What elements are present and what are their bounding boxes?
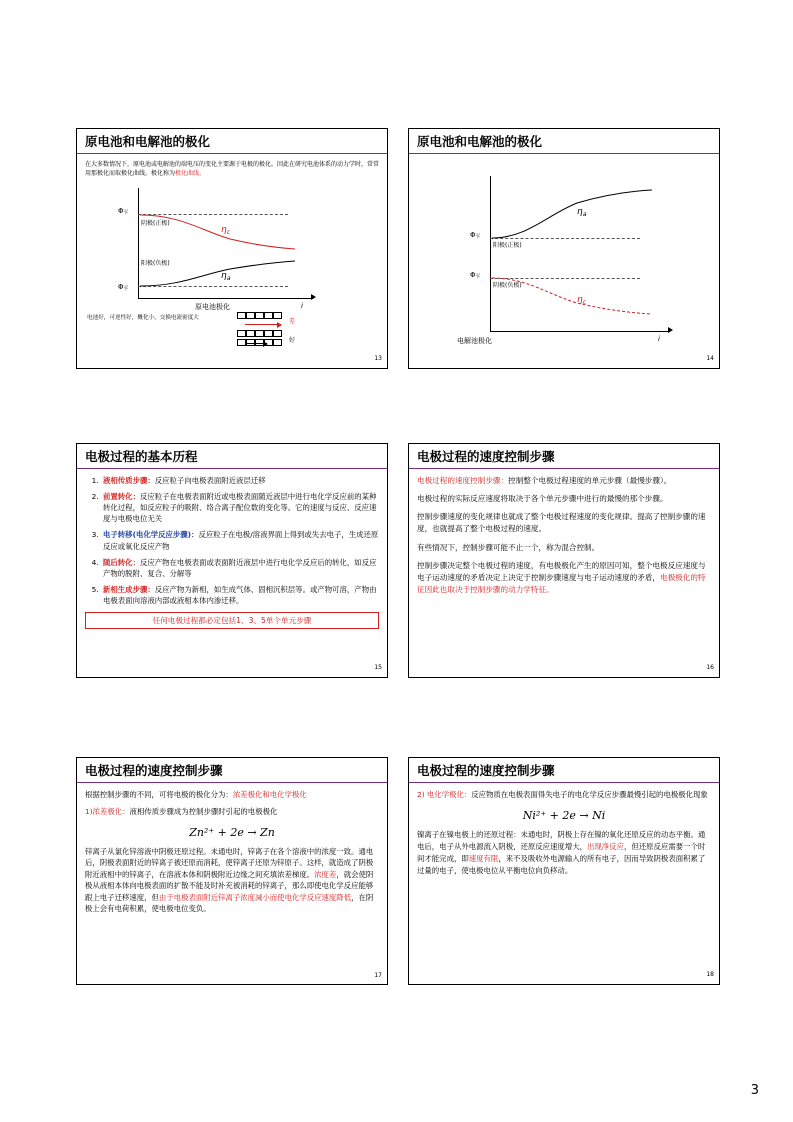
slide-16-number: 16 [706,664,714,672]
slide-13-anode-curve [85,182,315,312]
slide-13-caption: 原电池极化 [195,303,230,311]
slide-13-axis-i: i [301,302,303,310]
slide-13-chart [85,182,379,312]
slide-14-title: 原电池和电解池的极化 [409,129,719,154]
step-3-text: 反应粒子在电极/溶液界面上得到或失去电子，生成还原反应或氧化反应产物 [103,530,379,551]
slide-18-item-2: 2) 电化学极化：反应物质在电极表面得失电子的电化学反应步骤最慢引起的电极极化现象 [417,790,708,799]
slide-18-title: 电极过程的速度控制步骤 [409,758,719,783]
slide-13-arrow-black [245,343,267,344]
step-4-lead: 随后转化： [103,557,140,567]
slide-14-cathode-curve [417,170,677,350]
slide-14 [408,128,720,369]
list-item [101,491,379,524]
slide-16-para-3: 控制步骤速度的变化规律也就成了整个电极过程速度的变化规律。提高了控制步骤的速度，也就提高了整个电极过程的速度。 [417,512,706,534]
slide-13-phi-top: $\Phi_平$ [118,207,129,217]
slide-15-summary-box: 任何电极过程都必定包括1、3、5单个单元步骤 [85,612,379,629]
slide-13-intro-red: 极化曲线。 [175,170,206,177]
step-5-text: 反应产物为新相，如生成气体、固相沉积层等。或产物可溶，产物由电极表面向溶液内部或液相本体内渗迁移。 [103,584,377,605]
slide-14-number: 14 [706,355,714,363]
slide-16-body [409,469,719,676]
slide-13-intro: 在大多数情况下，原电池或电解池的端电压的变化主要源于电极的极化。因此在研究电池体系的动力学时，常常用那极化而取极化曲线。极化称为极化曲线。 [85,161,380,177]
slide-18 [408,757,720,985]
page-number: 3 [750,1083,759,1098]
slide-14-eta-a: $\eta_a$ [577,207,587,218]
slide-18-formula: Ni²⁺ + 2e → Ni [522,808,606,822]
slide-13-body [77,154,387,367]
step-3-lead: 电子转移(电化学反应步骤)： [103,530,199,540]
slide-17-number: 17 [374,971,382,979]
slide-16-title: 电极过程的速度控制步骤 [409,444,719,469]
slide-18-body [409,783,719,983]
slide-17 [76,757,388,985]
slide-17-para-2: 锌离子从氯化锌溶液中阴极还原过程。未通电时，锌离子在各个溶液中的浓度一致。通电后，阴极表面附近的锌离子被还原而消耗，使锌离子还原为锌原子。这样，就造成了阴极附近液相中的锌离子，在溶液本体和阴极附近边缘之间充填浓差梯度。浓度差，就会使阴极从液相本体向电极表面的扩散不能及时补充被消耗的锌离子，那么即使电化学反应能够跟上电子迁移速度，但由于电极表面附近锌离子浓度减小而使电化学反应速度降低，在阴极上会有电荷积累，使电极电位变负。 [85,846,374,914]
slide-17-para-1: 根据控制步骤的不同，可将电极的极化分为：浓差极化和电化学极化 [85,790,307,799]
slide-14-eta-c: $\eta_c$ [577,295,587,306]
slide-13-label-bad: 差 [289,318,296,325]
slide-13-cells-top [237,312,282,319]
step-2-text: 反应粒子在电极表面附近或电极表面随近液层中进行电化学反应前的某种转化过程，如反应粒子的吸附、络合离子配位数的变化等。它的速度与反应、反应速度与电极电位无关 [103,492,377,524]
slide-13-eta-c: $\eta_c$ [221,225,231,236]
step-1-lead: 液相传质步骤： [103,476,155,485]
slide-17-formula: Zn²⁺ + 2e → Zn [189,825,275,839]
slide-17-item-1: 1)浓差极化：液相传质步骤成为控制步骤时引起的电极极化 [85,807,278,817]
step-5-lead: 新相生成步骤： [103,584,155,594]
list-item [101,529,379,551]
list-item [101,584,379,606]
slide-13-cells-mid [237,330,282,337]
slide-15-title: 电极过程的基本历程 [77,444,387,469]
slide-14-caption: 电解池极化 [457,337,492,345]
slide-14-phi-bottom: $\Phi_平$ [470,271,481,281]
slide-15-number: 15 [374,664,382,672]
slide-14-chart [417,170,711,350]
slide-15-steps [85,475,379,606]
slide-15 [76,443,388,678]
slide-13-anode-label: 阳极(负极) [141,260,170,267]
step-2-lead: 前置转化： [103,492,140,502]
slide-13-phi-bottom: $\Phi_平$ [118,283,129,293]
list-item [101,475,379,486]
slide-13-title: 原电池和电解池的极化 [77,129,387,154]
list-item [101,557,379,579]
slide-18-number: 18 [706,971,714,979]
slide-16-para-4: 有些情况下，控制步骤可能不止一个，称为混合控制。 [417,542,600,552]
slide-14-axis-i: i [658,335,660,343]
slide-13-footer [85,312,379,358]
slide-15-body [77,469,387,676]
step-4-text: 反应产物在电极表面或表面附近液层中进行电化学反应后的转化，如反应产物的脱附、复合、分解等 [103,557,377,578]
slide-14-anode-label: 阴极(负极) [493,282,522,289]
slide-16 [408,443,720,678]
slide-13-arrow-red [245,324,281,325]
slide-13-label-good: 好 [289,337,296,344]
slide-13-eta-a: $\eta_a$ [221,271,231,282]
slide-17-body [77,783,387,983]
slide-16-para-1: 电极过程的速度控制步骤：控制整个电极过程速度的单元步骤（最慢步骤）。 [417,476,672,485]
slide-16-para-5: 控制步骤决定整个电极过程的速度，有电极极化产生的原因可知，整个电极反应速度与电子运动速度的矛盾决定上决定于控制步骤速度与电子运动速度的矛盾，电极极化的特征因此也取决于控制步骤的动力学特征。 [417,560,706,594]
slide-17-title: 电极过程的速度控制步骤 [77,758,387,783]
step-1-text: 反应粒子向电极表面附近液层迁移 [154,476,266,485]
slide-16-para-2: 电极过程的实际反应速度将取决于各个单元步骤中进行的最慢的那个步骤。 [417,494,668,504]
slide-18-para: 镍离子在镍电极上的还原过程：未通电时，阴极上存在镍的氧化还原反应的动态平衡。通电后，电子从外电源流入阴极，还原反应速度增大，出现净反应，但还原反应需要一个时间才能完成，即速度有限，来不及吸收外电源输入的所有电子，因而导致阴极表面积累了过量的电子，使电极电位从平衡电位向负移动。 [417,830,706,875]
slide-14-cathode-label: 阳极(正极) [493,242,522,249]
slide-13-number: 13 [374,355,382,363]
slide-13-cathode-label: 阴极(正极) [141,220,170,227]
slide-13 [76,128,388,369]
slide-14-body [409,154,719,367]
slide-13-footnote: 电池好，可逆性好，概化小，交换电流密度大 [87,315,199,321]
slide-14-phi-top: $\Phi_平$ [470,231,481,241]
